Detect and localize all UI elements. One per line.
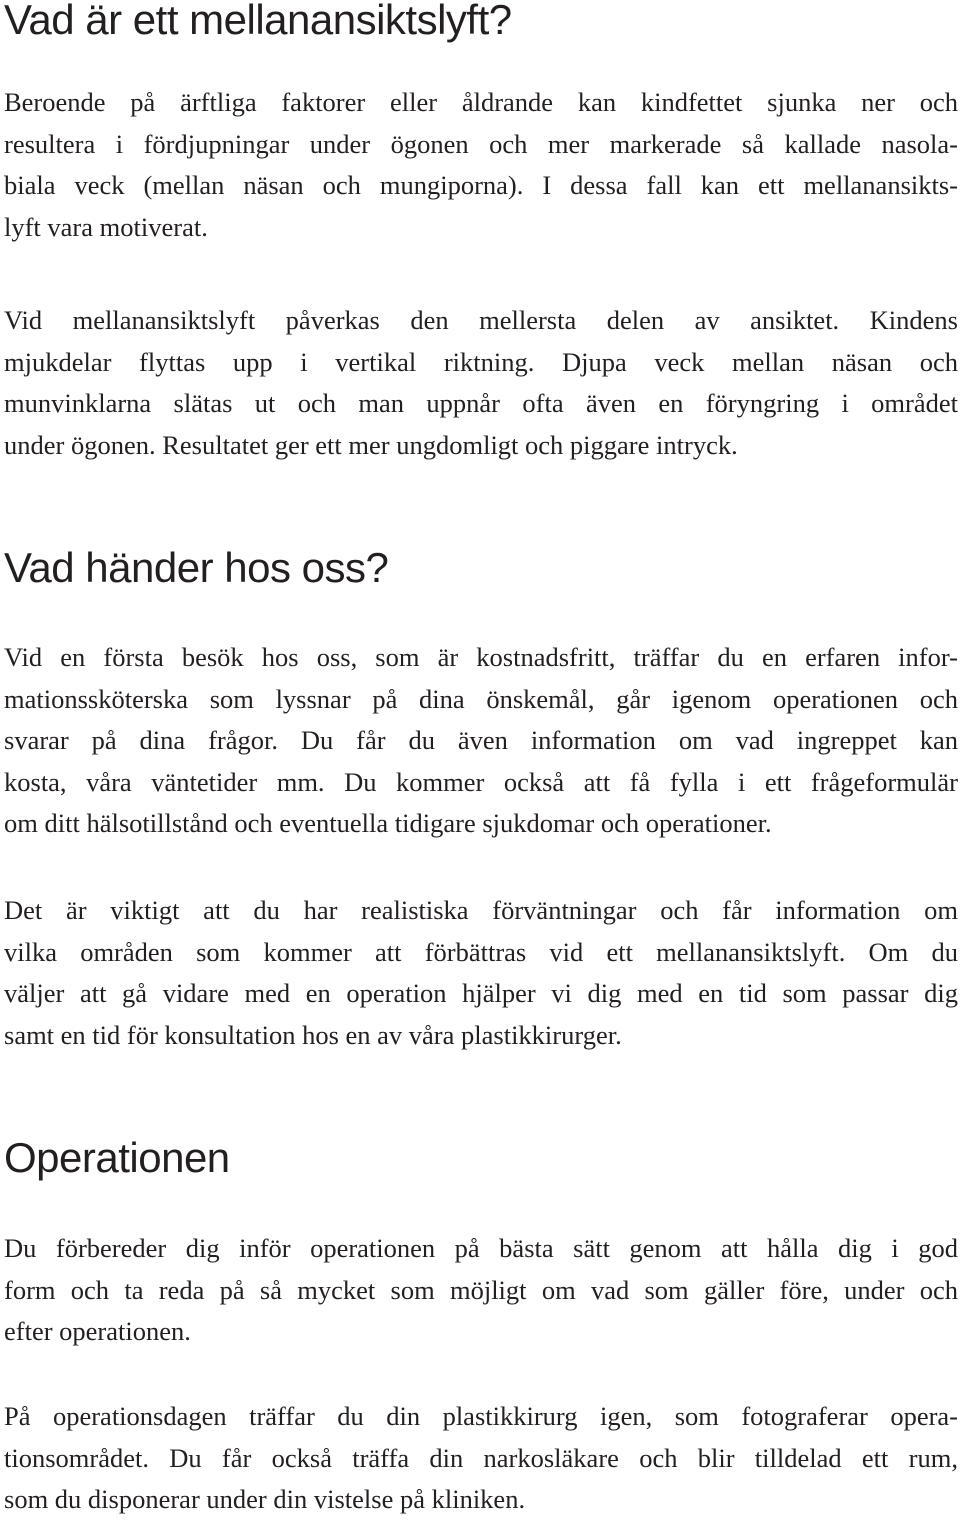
- paragraph-intro: [4, 82, 958, 248]
- text-line: samt en tid för konsultation hos en av våra plastikkirurger.: [4, 1019, 622, 1050]
- text-line: under ögonen. Resultatet ger ett mer ungdomligt och piggare intryck.: [4, 429, 738, 460]
- paragraph-operation-day: [4, 1396, 958, 1521]
- text-line: mationssköterska som lyssnar på dina önskemål, går igenom operationen och: [4, 683, 958, 714]
- text-line: väljer att gå vidare med en operation hjälper vi dig med en tid som passar dig: [4, 978, 958, 1008]
- paragraph-preparation: [4, 1228, 958, 1353]
- text-line: mjukdelar flyttas upp i vertikal riktning. Djupa veck mellan näsan och: [4, 346, 958, 377]
- text-line: lyft vara motiverat.: [4, 211, 208, 242]
- paragraph-first-visit: [4, 637, 958, 845]
- text-line: som du disponerar under din vistelse på kliniken.: [4, 1484, 526, 1514]
- section-heading-operation: Operationen: [4, 1134, 230, 1181]
- text-line: svarar på dina frågor. Du får du även information om vad ingreppet kan: [4, 725, 958, 755]
- text-line: På operationsdagen träffar du din plastikkirurg igen, som fotograferar opera-: [4, 1401, 958, 1431]
- text-line: munvinklarna slätas ut och man uppnår ofta även en föryngring i området: [4, 388, 958, 418]
- text-line: Vid mellanansiktslyft påverkas den mellersta delen av ansiktet. Kindens: [4, 305, 958, 335]
- text-line: biala veck (mellan näsan och mungiporna). I dessa fall kan ett mellanansikts-: [4, 170, 958, 200]
- text-line: Det är viktigt att du har realistiska förväntningar och får information om: [4, 895, 958, 925]
- text-line: Du förbereder dig inför operationen på bästa sätt genom att hålla dig i god: [4, 1233, 958, 1263]
- text-line: form och ta reda på så mycket som möjligt om vad som gäller före, under och: [4, 1274, 958, 1305]
- text-line: tionsområdet. Du får också träffa din narkosläkare och blir tilldelad ett rum,: [4, 1442, 958, 1473]
- text-line: om ditt hälsotillstånd och eventuella tidigare sjukdomar och operationer.: [4, 808, 772, 838]
- section-heading-what-is: Vad är ett mellanansiktslyft?: [4, 0, 512, 43]
- text-line: vilka områden som kommer att förbättras vid ett mellanansiktslyft. Om du: [4, 936, 958, 967]
- text-line: Vid en första besök hos oss, som är kostnadsfritt, träffar du en erfaren infor-: [4, 642, 958, 672]
- text-line: resultera i fördjupningar under ögonen och mer markerade så kallade nasola-: [4, 128, 958, 159]
- text-line: efter operationen.: [4, 1316, 191, 1346]
- paragraph-procedure-description: [4, 300, 958, 466]
- paragraph-expectations: [4, 890, 958, 1056]
- text-line: Beroende på ärftliga faktorer eller åldrande kan kindfettet sjunka ner och: [4, 87, 958, 117]
- section-heading-what-happens: Vad händer hos oss?: [4, 544, 389, 591]
- text-line: kosta, våra väntetider mm. Du kommer också att få fylla i ett frågeformulär: [4, 766, 958, 797]
